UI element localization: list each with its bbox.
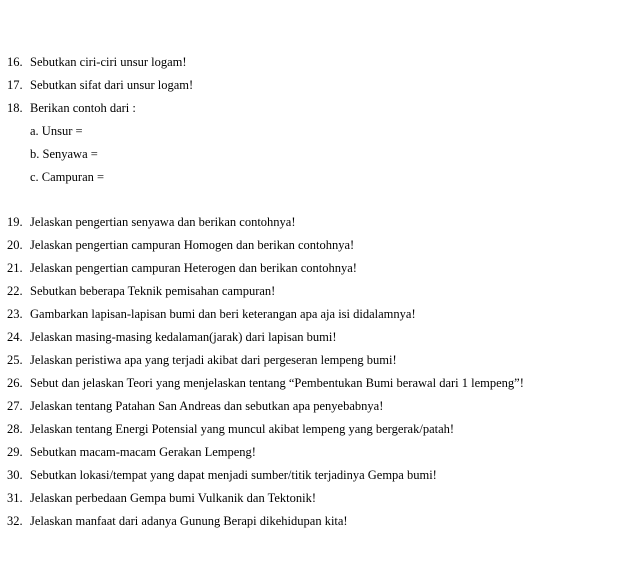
question-number: 27. — [7, 399, 23, 413]
question-text: Jelaskan tentang Patahan San Andreas dan sebutkan apa penyebabnya! — [30, 399, 384, 413]
question-text: Sebutkan ciri-ciri unsur logam! — [30, 55, 187, 69]
question-text: Jelaskan perbedaan Gempa bumi Vulkanik dan Tektonik! — [30, 491, 317, 505]
question-text: Berikan contoh dari : — [30, 101, 136, 115]
question-number: 29. — [7, 445, 23, 459]
question-text: Jelaskan peristiwa apa yang terjadi akibat dari pergeseran lempeng bumi! — [30, 353, 397, 367]
question-number: 19. — [7, 215, 23, 229]
question-text: Sebutkan sifat dari unsur logam! — [30, 78, 194, 92]
question-number: 18. — [7, 101, 23, 115]
question-text: Gambarkan lapisan-lapisan bumi dan beri keterangan apa aja isi didalamnya! — [30, 307, 416, 321]
question-number: 26. — [7, 376, 23, 390]
sub-item: a. Unsur = — [30, 124, 83, 138]
question-text: Jelaskan pengertian campuran Homogen dan berikan contohnya! — [30, 238, 355, 252]
question-number: 31. — [7, 491, 23, 505]
question-number: 21. — [7, 261, 23, 275]
question-number: 28. — [7, 422, 23, 436]
question-number: 22. — [7, 284, 23, 298]
question-number: 24. — [7, 330, 23, 344]
question-text: Sebutkan beberapa Teknik pemisahan campuran! — [30, 284, 276, 298]
question-text: Jelaskan tentang Energi Potensial yang muncul akibat lempeng yang bergerak/patah! — [30, 422, 455, 436]
question-number: 23. — [7, 307, 23, 321]
sub-item: c. Campuran = — [30, 170, 105, 184]
question-text: Jelaskan pengertian campuran Heterogen dan berikan contohnya! — [30, 261, 357, 275]
question-text: Sebutkan lokasi/tempat yang dapat menjadi sumber/titik terjadinya Gempa bumi! — [30, 468, 437, 482]
question-text: Jelaskan pengertian senyawa dan berikan contohnya! — [30, 215, 296, 229]
question-number: 17. — [7, 78, 23, 92]
question-number: 16. — [7, 55, 23, 69]
question-text: Sebutkan macam-macam Gerakan Lempeng! — [30, 445, 256, 459]
question-text: Sebut dan jelaskan Teori yang menjelaskan tentang “Pembentukan Bumi berawal dari 1 lempeng”! — [30, 376, 524, 390]
question-number: 20. — [7, 238, 23, 252]
question-text: Jelaskan manfaat dari adanya Gunung Berapi dikehidupan kita! — [30, 514, 348, 528]
question-number: 32. — [7, 514, 23, 528]
question-number: 30. — [7, 468, 23, 482]
question-number: 25. — [7, 353, 23, 367]
sub-item: b. Senyawa = — [30, 147, 98, 161]
question-text: Jelaskan masing-masing kedalaman(jarak) dari lapisan bumi! — [30, 330, 337, 344]
